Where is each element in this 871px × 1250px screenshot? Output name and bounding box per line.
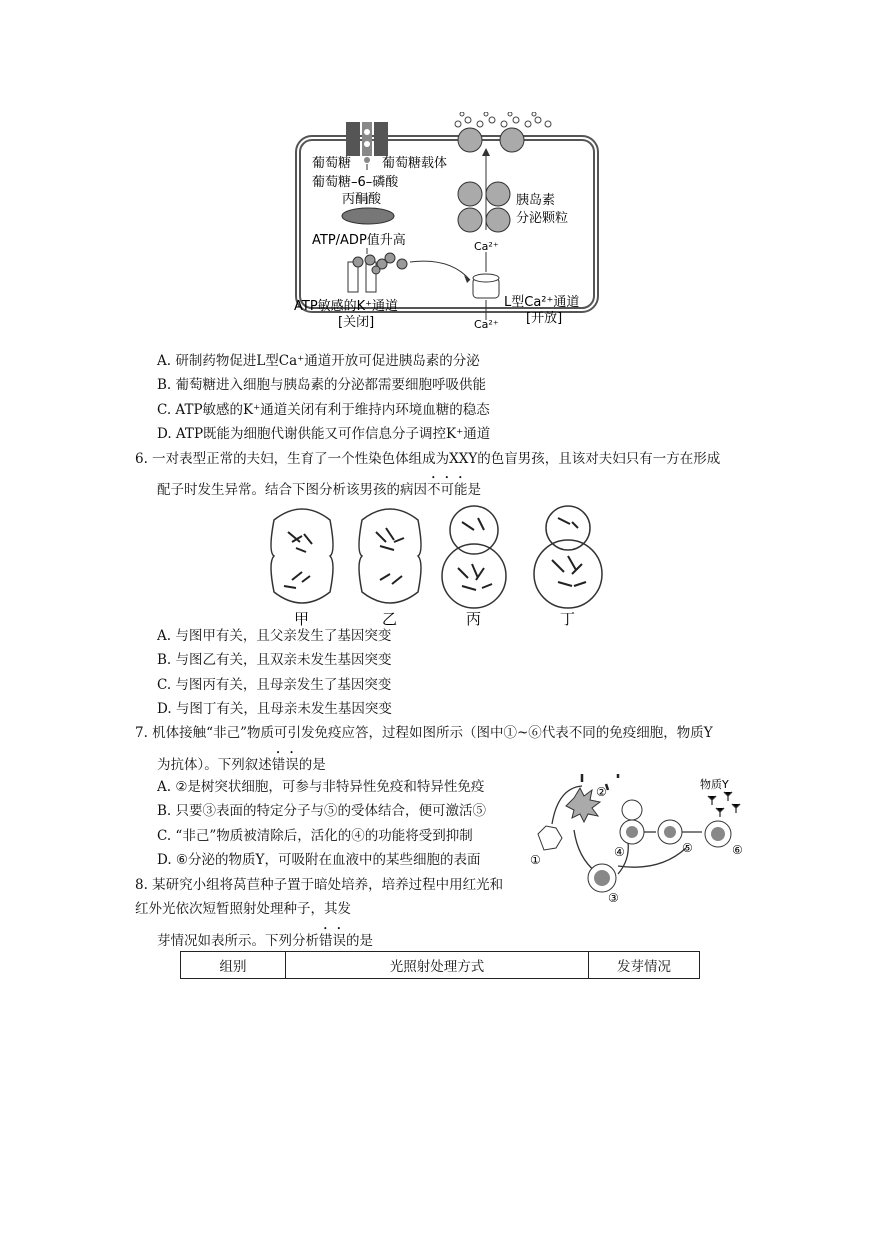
label-cell-1: ① xyxy=(530,853,541,867)
insulin-granules-icon xyxy=(458,128,524,232)
cell-label-yi: 乙 xyxy=(382,610,398,626)
q7-option-b: B. 只要③表面的特定分子与⑤的受体结合，便可激活⑤ xyxy=(157,803,487,819)
cell-4a-icon xyxy=(622,800,642,820)
table-header-germination: 发芽情况 xyxy=(589,952,700,979)
label-cell-3: ③ xyxy=(608,891,619,902)
q5-option-c: C. ATP敏感的K⁺通道关闭有利于维持内环境血糖的稳态 xyxy=(157,402,490,418)
label-substance-y: 物质Y xyxy=(700,778,729,791)
q5-option-d: D. ATP既能为细胞代谢供能又可作信息分子调控K⁺通道 xyxy=(157,426,491,442)
label-cell-2: ② xyxy=(596,785,607,799)
meiosis-cells-figure xyxy=(262,502,614,626)
insulin-secretion-figure xyxy=(290,112,610,334)
q8-stem-line3: 芽情况如表所示。下列分析错误的是 xyxy=(157,933,373,949)
table-header-group: 组别 xyxy=(181,952,286,979)
cell-jia xyxy=(271,509,333,603)
label-k-state: [关闭] xyxy=(338,315,375,330)
q8-stem-line2: 红外光依次短暂照射处理种子，其发 xyxy=(135,901,351,917)
label-atp-adp: ATP/ADP值升高 xyxy=(312,233,406,248)
label-cell-6: ⑥ xyxy=(732,843,743,857)
q6-option-c: C. 与图丙有关，且母亲发生了基因突变 xyxy=(157,677,392,693)
label-g6p: 葡萄糖–6–磷酸 xyxy=(312,175,399,190)
arrow-2 xyxy=(574,830,596,872)
label-pyruvate: 丙酮酸 xyxy=(342,192,382,207)
q6-stem-line1: 6. 一对表型正常的夫妇，生育了一个性染色体组成为XXY的色盲男孩，且该对夫妇只有一方在形成 xyxy=(135,451,721,467)
cell-1-icon xyxy=(538,826,562,850)
label-ca-out: Ca²⁺ xyxy=(474,318,499,331)
label-ca-channel: L型Ca²⁺通道 xyxy=(504,295,580,310)
label-glucose: 葡萄糖 xyxy=(312,156,352,171)
q8-table xyxy=(180,951,700,979)
signal-arrow xyxy=(410,261,470,280)
antibody-y-icons xyxy=(708,792,740,817)
q7-emphasis: 错误 xyxy=(271,757,299,773)
q6-option-b: B. 与图乙有关，且双亲未发生基因突变 xyxy=(157,652,392,668)
q8-emphasis: 错误 xyxy=(319,933,346,949)
cell-label-ding: 丁 xyxy=(560,610,576,626)
ca-channel-icon xyxy=(473,274,499,298)
q7-option-c: C. “非己”物质被清除后，活化的④的功能将受到抑制 xyxy=(157,828,473,844)
q7-stem-line2: 为抗体）。下列叙述错误的是 xyxy=(157,757,326,773)
table-header-row xyxy=(181,952,700,979)
label-granule: 分泌颗粒 xyxy=(516,211,569,226)
label-cell-5: ⑤ xyxy=(682,841,693,855)
q6-emphasis: 不可能 xyxy=(427,482,468,498)
table-header-treatment: 光照射处理方式 xyxy=(286,952,589,979)
released-insulin-icon xyxy=(455,112,551,127)
q5-option-a: A. 研制药物促进L型Ca⁺通道开放可促进胰岛素的分泌 xyxy=(157,353,480,369)
mitochondrion-icon xyxy=(342,208,394,224)
cell-yi xyxy=(359,509,421,603)
cell-label-jia: 甲 xyxy=(294,610,310,626)
label-ca-state: [开放] xyxy=(526,311,563,326)
cell-2-icon xyxy=(566,788,600,822)
label-insulin: 胰岛素 xyxy=(516,193,556,208)
q7-stem-line1: 7. 机体接触“非己”物质可引发免疫应答，过程如图所示（图中①~⑥代表不同的免疫细胞，物质Y xyxy=(135,725,713,741)
q6-option-a: A. 与图甲有关，且父亲发生了基因突变 xyxy=(157,628,392,644)
q7-option-a: A. ②是树突状细胞，可参与非特异性免疫和特异性免疫 xyxy=(157,779,485,795)
label-cell-4: ④ xyxy=(614,845,625,859)
q6-stem-line2: 配子时发生异常。结合下图分析该男孩的病因不可能是 xyxy=(157,482,481,498)
label-glucose-carrier: 葡萄糖载体 xyxy=(382,156,448,171)
q7-option-d: D. ⑥分泌的物质Y，可吸附在血液中的某些细胞的表面 xyxy=(157,852,481,868)
immune-response-figure xyxy=(530,768,756,902)
label-k-channel: ATP敏感的K⁺通道 xyxy=(294,299,399,314)
label-ca-in: Ca²⁺ xyxy=(474,240,499,253)
q6-option-d: D. 与图丁有关，且母亲未发生基因突变 xyxy=(157,701,392,717)
q5-option-b: B. 葡萄糖进入细胞与胰岛素的分泌都需要细胞呼吸供能 xyxy=(157,377,487,393)
cell-label-bing: 丙 xyxy=(466,610,482,626)
k-channel-icon xyxy=(348,253,407,292)
q8-stem-line1: 8. 某研究小组将莴苣种子置于暗处培养，培养过程中用红光和 xyxy=(135,877,504,893)
